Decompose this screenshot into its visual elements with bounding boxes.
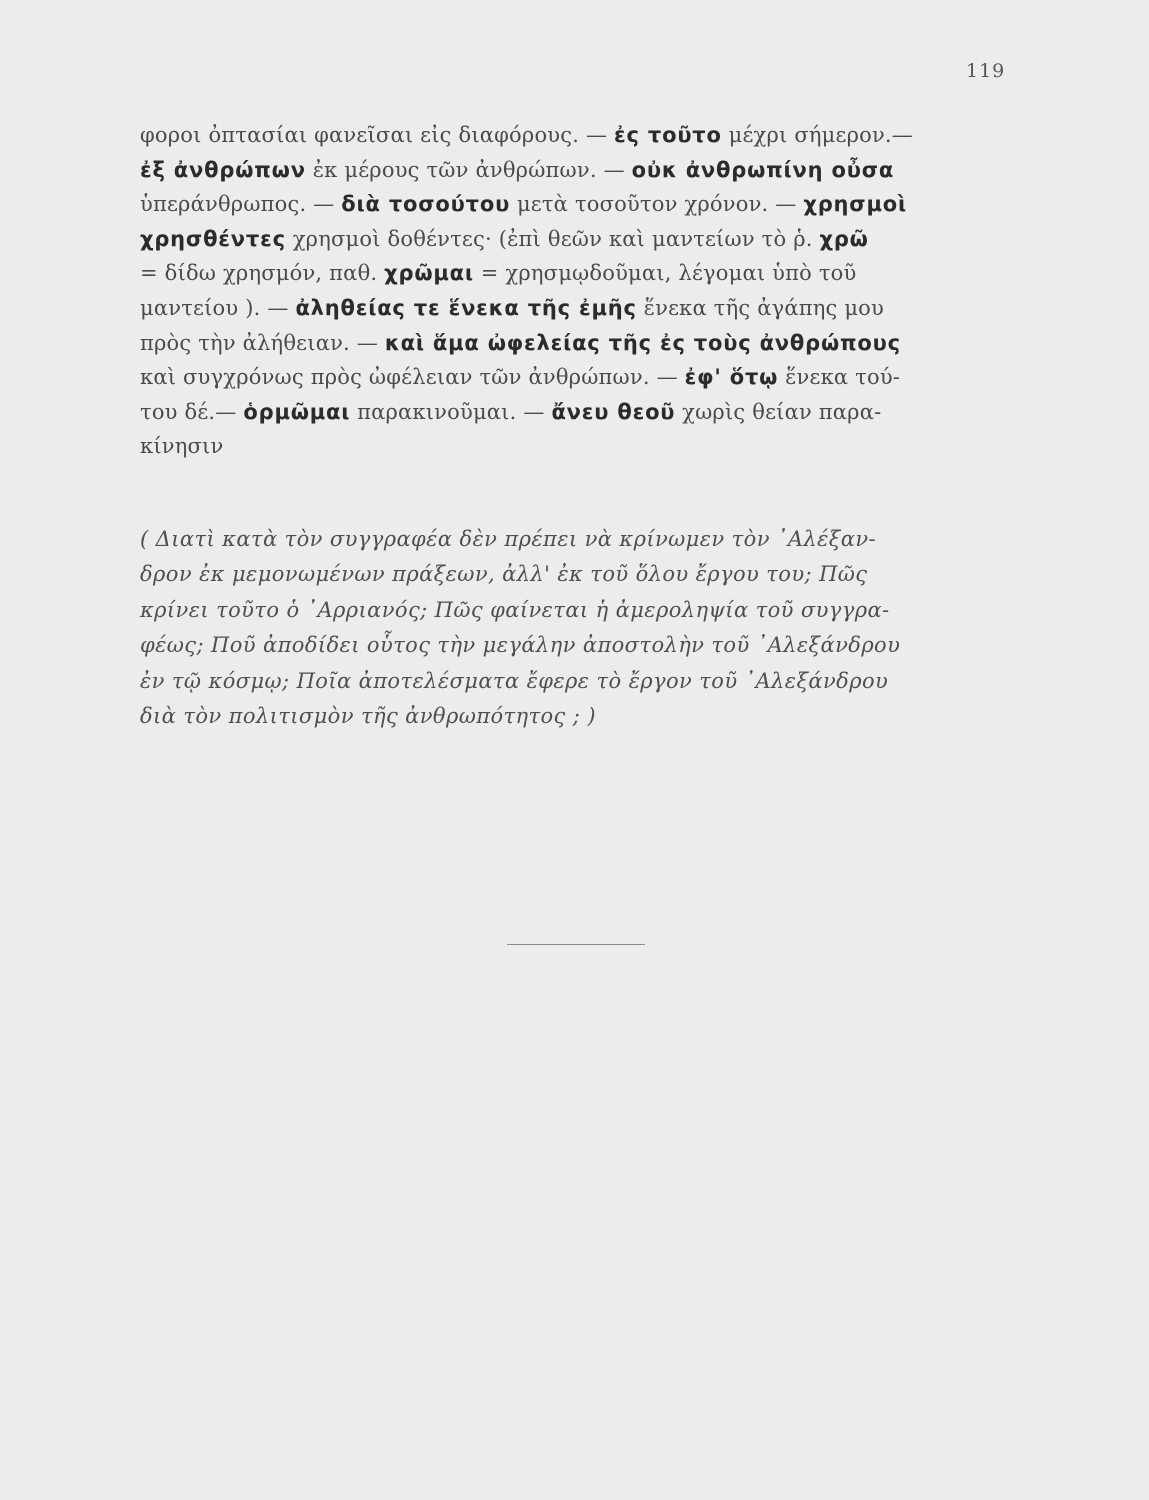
glossary-definition: παρακινοῦμαι. — <box>350 399 552 424</box>
glossary-term: ἀληθείας τε ἕνεκα τῆς ἐμῆς <box>295 295 637 320</box>
glossary-line <box>140 291 1000 326</box>
glossary-line <box>140 360 1000 395</box>
glossary-line <box>140 187 1000 222</box>
glossary-term: χρησμοὶ <box>803 192 907 217</box>
glossary-term: χρησθέντες <box>140 226 286 251</box>
question-line: κρίνει τοῦτο ὁ ᾿Αρριανός; Πῶς φαίνεται ἡ ἀμεροληψία τοῦ συγγρα- <box>140 597 890 622</box>
glossary-line <box>140 395 1000 430</box>
glossary-line <box>140 429 1000 464</box>
glossary-line <box>140 256 1000 291</box>
glossary-definition: του δέ.— <box>140 399 244 424</box>
glossary-definition: ἕνεκα τού- <box>778 365 901 390</box>
question-line: διὰ τὸν πολιτισμὸν τῆς ἀνθρωπότητος ; ) <box>140 703 596 728</box>
glossary-term: ἐφ' ὅτῳ <box>684 365 779 390</box>
glossary-term: διὰ τοσούτου <box>341 192 511 217</box>
question-line: φέως; Ποῦ ἀποδίδει οὗτος τὴν μεγάλην ἀποστολὴν τοῦ ᾿Αλεξάνδρου <box>140 633 901 658</box>
glossary-term: ὁρμῶμαι <box>243 399 351 424</box>
glossary-definition: μέχρι σήμερον.— <box>721 123 914 147</box>
question-line: δρον ἐκ μεμονωμένων πράξεων, ἀλλ' ἐκ τοῦ ὅλου ἔργου του; Πῶς <box>140 562 868 587</box>
glossary-block <box>140 118 1000 464</box>
glossary-term: ἄνευ θεοῦ <box>551 399 676 424</box>
glossary-definition: = χρησμῳδοῦμαι, λέγομαι ὑπὸ τοῦ <box>473 261 857 286</box>
glossary-definition: φοροι ὀπτασίαι φανεῖσαι εἰς διαφόρους. — <box>140 123 615 147</box>
glossary-term: χρῶμαι <box>384 261 474 286</box>
glossary-term: ἐς τοῦτο <box>614 123 722 147</box>
glossary-definition: χωρὶς θείαν παρα- <box>675 399 882 424</box>
glossary-definition: ὑπεράνθρωπος. — <box>140 192 342 217</box>
glossary-definition: μαντείου ). — <box>140 295 296 320</box>
glossary-term: καὶ ἅμα ὠφελείας τῆς ἐς τοὺς ἀνθρώπους <box>384 330 901 355</box>
glossary-term: χρῶ <box>819 226 869 251</box>
glossary-definition: χρησμοὶ δοθέντες· (ἐπὶ θεῶν καὶ μαντείων τὸ ῥ. <box>285 226 820 251</box>
glossary-definition: ἕνεκα τῆς ἀγάπης μου <box>636 295 884 320</box>
glossary-definition: καὶ συγχρόνως πρὸς ὠφέλειαν τῶν ἀνθρώπων. — <box>140 365 685 390</box>
glossary-term: οὐκ ἀνθρωπίνη οὖσα <box>631 157 895 182</box>
question-line: ( Διατὶ κατὰ τὸν συγγραφέα δὲν πρέπει νὰ κρίνωμεν τὸν ᾿Αλέξαν- <box>140 527 876 551</box>
glossary-term: ἐξ ἀνθρώπων <box>140 157 306 182</box>
glossary-definition: ἐκ μέρους τῶν ἀνθρώπων. — <box>305 157 632 182</box>
glossary-definition: μετὰ τοσοῦτον χρόνον. — <box>510 192 804 217</box>
glossary-definition: πρὸς τὴν ἀλήθειαν. — <box>140 330 385 355</box>
question-line: ἐν τῷ κόσμῳ; Ποῖα ἀποτελέσματα ἔφερε τὸ ἔργον τοῦ ᾿Αλεξάνδρου <box>140 668 889 693</box>
glossary-line <box>140 153 1000 188</box>
glossary-line <box>140 222 1000 257</box>
glossary-definition: = δίδω χρησμόν, παθ. <box>140 261 385 286</box>
glossary-definition: κίνησιν <box>140 434 224 459</box>
glossary-line <box>140 326 1000 361</box>
study-questions-block <box>140 522 1020 734</box>
glossary-line <box>140 118 1000 153</box>
section-divider <box>507 944 645 945</box>
page-number: 119 <box>966 60 1006 82</box>
